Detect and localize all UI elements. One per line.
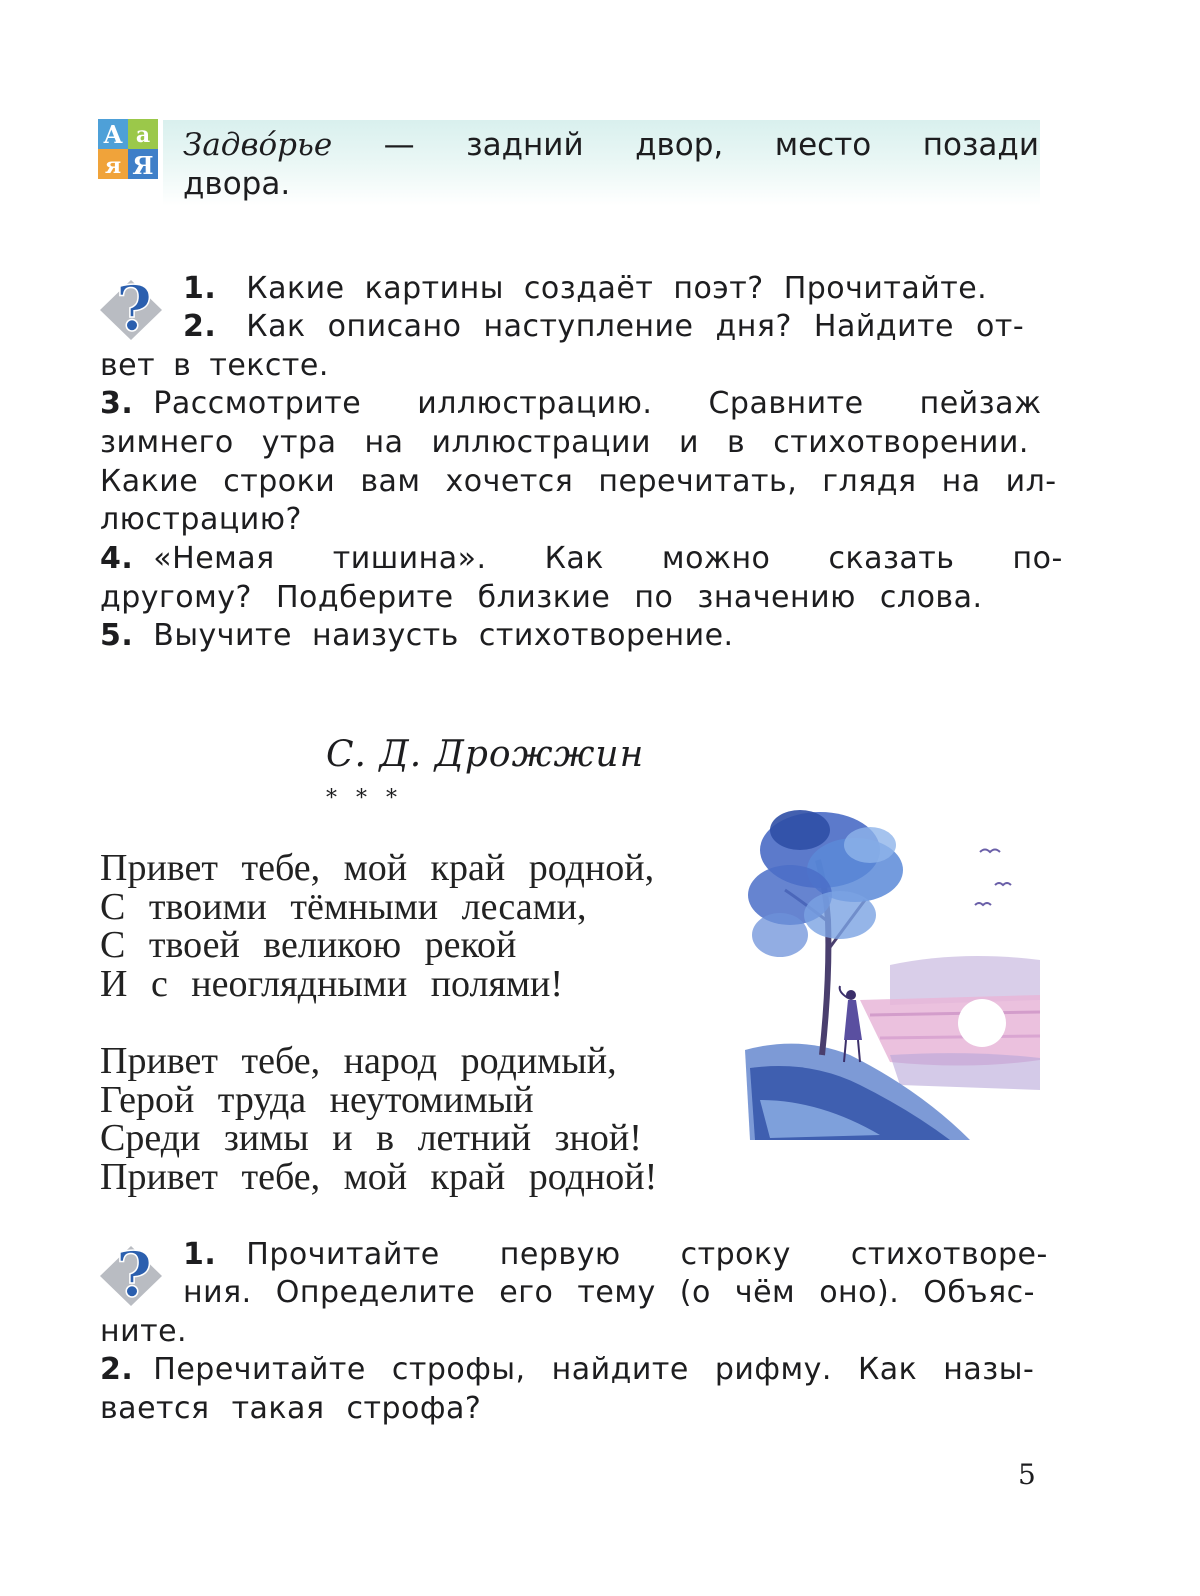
glossary-word-1: задний <box>466 127 584 163</box>
question-2-line-1 <box>183 308 1039 346</box>
question-text: ните. <box>100 1314 188 1349</box>
glossary-definition-line-1 <box>183 126 1039 164</box>
question-3-line-3 <box>100 463 1057 501</box>
poem-line: С твоей великою рекой <box>100 924 517 966</box>
poem-line: Привет тебе, мой край родной, <box>100 847 655 889</box>
question-number: 3. <box>100 386 134 421</box>
poem-line: Герой труда неутомимый <box>100 1079 534 1121</box>
poem-line: Привет тебе, мой край родной! <box>100 1156 658 1198</box>
page-number: 5 <box>1018 1458 1036 1491</box>
question-5-line <box>100 617 734 655</box>
question-2-line-2 <box>100 1390 481 1428</box>
question-number: 1. <box>183 271 217 306</box>
question-text: другому? Подберите близкие по значению слова. <box>100 580 983 615</box>
question-1-line <box>183 270 1003 308</box>
question-3-line-4 <box>100 501 302 539</box>
poem-author: С. Д. Дрожжин <box>326 734 645 775</box>
dictionary-icon <box>98 119 158 179</box>
question-text: Выучите наизусть стихотворение. <box>153 618 734 653</box>
poem-stars: * * * <box>326 786 403 811</box>
question-text: Какие картины создаёт поэт? Прочитайте. <box>246 271 988 306</box>
landscape-illustration <box>740 800 1040 1145</box>
question-text: Какие строки вам хочется перечитать, глядя на ил- <box>100 464 1057 499</box>
svg-text:?: ? <box>115 272 153 342</box>
question-1-line-3 <box>100 1313 187 1351</box>
question-3-line-2 <box>100 424 1029 462</box>
question-text: вет в тексте. <box>100 348 329 383</box>
glossary-word-3: место <box>774 127 872 163</box>
question-number: 4. <box>100 541 134 576</box>
dict-letter-1: А <box>103 120 123 149</box>
glossary-word-4: позади <box>922 127 1039 163</box>
question-number: 5. <box>100 618 134 653</box>
question-2-line-1 <box>100 1351 1034 1389</box>
question-text: Перечитайте строфы, найдите рифму. Как назы- <box>153 1352 1035 1387</box>
poem-line: Привет тебе, народ родимый, <box>100 1040 617 1082</box>
poem-line: Среди зимы и в летний зной! <box>100 1117 642 1159</box>
question-4-line-2 <box>100 579 983 617</box>
question-text: Прочитайте первую строку стихотворе- <box>246 1237 1048 1272</box>
glossary-dash: — <box>383 127 415 163</box>
question-text: Как описано наступление дня? Найдите от- <box>246 309 1025 344</box>
question-1-line-1 <box>183 1236 1048 1274</box>
question-text: ния. Определите его тему (о чём оно). Объяс- <box>183 1275 1035 1310</box>
question-text: вается такая строфа? <box>100 1391 482 1426</box>
question-text: зимнего утра на иллюстрации и в стихотворении. <box>100 425 1029 460</box>
question-3-line-1 <box>100 385 1042 423</box>
question-text: люстрацию? <box>100 502 302 537</box>
glossary-word-2: двор, <box>635 127 724 163</box>
poem-line: И с неоглядными полями! <box>100 963 564 1005</box>
question-text: Рассмотрите иллюстрацию. Сравните пейзаж <box>153 386 1042 421</box>
glossary-definition-line-2: двора. <box>183 166 291 202</box>
dict-letter-2: а <box>135 122 151 148</box>
question-1-line-2 <box>183 1274 1035 1312</box>
question-icon <box>98 272 164 342</box>
glossary-term: Задвóрье <box>183 127 333 163</box>
question-number: 2. <box>100 1352 134 1387</box>
poem-line: С твоими тёмными лесами, <box>100 886 587 928</box>
question-number: 2. <box>183 309 217 344</box>
question-icon <box>98 1238 164 1308</box>
svg-text:?: ? <box>115 1238 153 1308</box>
question-number: 1. <box>183 1237 217 1272</box>
dict-letter-4: я <box>104 153 122 179</box>
dict-letter-3: Я <box>132 151 154 179</box>
question-text: «Немая тишина». Как можно сказать по- <box>153 541 1063 576</box>
question-2-line-2 <box>100 347 329 385</box>
question-4-line-1 <box>100 540 1063 578</box>
